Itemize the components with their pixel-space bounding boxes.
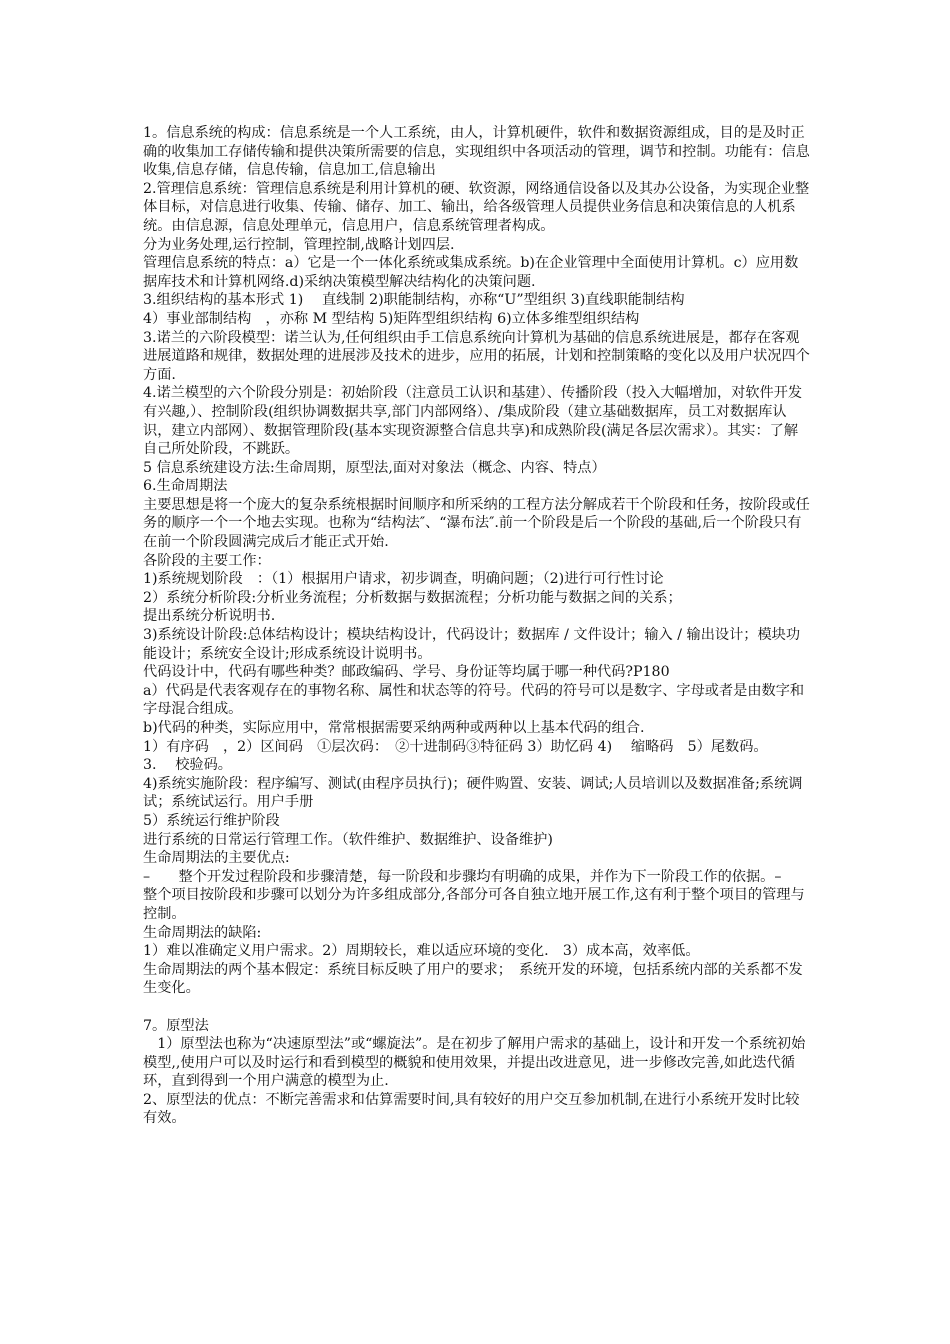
paragraph-check-code: 3. 校验码。 <box>143 757 232 774</box>
heading-6-lifecycle: 6.生命周期法 <box>143 478 228 495</box>
paragraph-code-question: 代码设计中，代码有哪些种类？邮政编码、学号、身份证等均属于哪一种代码?P180 <box>143 664 670 681</box>
paragraph-stage-work-title: 各阶段的主要工作： <box>143 552 271 569</box>
paragraph-stage-planning: 1)系统规划阶段 ：（1）根据用户请求，初步调查，明确问题；（2)进行可行性讨论 <box>143 571 664 588</box>
paragraph-org-structure-cont: 4）事业部制结构 ，亦称 M 型结构 5)矩阵型组织结构 6)立体多维型组织结构 <box>143 310 640 327</box>
paragraph-lifecycle-assumptions: 生命周期法的两个基本假定：系统目标反映了用户的要求； 系统开发的环境，包括系统内部的关系都不发生变化。 <box>143 961 803 997</box>
paragraph-lifecycle-defects: 1）难以准确定义用户需求。2）周期较长，难以适应环境的变化. 3）成本高，效率低。 <box>143 943 700 960</box>
paragraph-stage-design: 3)系统设计阶段:总体结构设计；模块结构设计，代码设计；数据库 / 文件设计；输入 / 输出设计；模块功能设计；系统安全设计;形成系统设计说明书。 <box>143 627 801 662</box>
paragraph-1-info-system-composition: 1。信息系统的构成：信息系统是一个人工系统，由人，计算机硬件，软件和数据资源组成，目的是及时正确的收集加工存储传输和提供决策所需要的信息，实现组织中各项活动的管理，调节和控制。功能有：信息收集,信息存储，信息传输，信息加工,信息输出 <box>143 125 810 179</box>
paragraph-nolan-stages: 4.诺兰模型的六个阶段分别是：初始阶段（注意员工认识和基建）、传播阶段（投入大幅增加，对软件开发有兴趣,）、控制阶段(组织协调数据共享,部门内部网络）、/集成阶段（建立基础数据库，员工对数据库认识，建立内部网）、数据管理阶段(基本实现资源整合信息共享)和成熟阶段(满足各层次需求）。其实：了解自己所处阶段，不跳跃。 <box>143 385 803 458</box>
paragraph-lifecycle-advantages: – 整个开发过程阶段和步骤清楚，每一阶段和步骤均有明确的成果，并作为下一阶段工作的依据。– 整个项目按阶段和步骤可以划分为许多组成部分,各部分可各自独立地开展工作,这有利于整个项目的管理与控制。 <box>143 868 810 922</box>
document-body <box>143 124 811 1128</box>
paragraph-nolan-model: 3.诺兰的六阶段模型：诺兰认为,任何组织由手工信息系统向计算机为基础的信息系统进展是，都存在客观进展道路和规律，数据处理的进展涉及技术的进步，应用的拓展，计划和控制策略的变化以及用户状况四个方面. <box>143 329 810 383</box>
paragraph-lifecycle-advantages-title: 生命周期法的主要优点: <box>143 850 290 867</box>
paragraph-mis-layers: 分为业务处理,运行控制，管理控制,战略计划四层. <box>143 236 455 253</box>
heading-7-prototype: 7。原型法 <box>143 1017 209 1034</box>
paragraph-code-definition: a）代码是代表客观存在的事物名称、属性和状态等的符号。代码的符号可以是数字、字母或者是由数字和字母混合组成。 <box>143 682 805 718</box>
paragraph-lifecycle-defects-title: 生命周期法的缺陷: <box>143 924 262 941</box>
paragraph-mis-features: 管理信息系统的特点：a）它是一个一体化系统或集成系统。b)在企业管理中全面使用计算机。c）应用数据库技术和计算机网络.d)采纳决策模型解决结构化的决策问题. <box>143 255 799 290</box>
paragraph-prototype-definition: 1）原型法也称为“决速原型法”或“螺旋法”。是在初步了解用户需求的基础上，设计和开发一个系统初始模型,,使用户可以及时运行和看到模型的概貌和使用效果，并提出改进意见，进一步修改完善,如此迭代循环，直到得到一个用户满意的模型为止. <box>143 1036 806 1090</box>
paragraph-code-list: 1）有序码 ，2）区间码 ①层次码： ②十进制码③特征码 3）助忆码 4) 缩略码 5）尾数码。 <box>143 738 768 755</box>
paragraph-stage-implementation: 4)系统实施阶段：程序编写、测试(由程序员执行)；硬件购置、安装、调试;人员培训以及数据准备;系统调试；系统试运行。用户手册 <box>143 775 803 811</box>
blank-line <box>143 998 811 1017</box>
paragraph-lifecycle-main-idea: 主要思想是将一个庞大的复杂系统根据时间顺序和所采纳的工程方法分解成若干个阶段和任务，按阶段或任务的顺序一个一个地去实现。也称为“结构法″、“瀑布法″.前一个阶段是后一个阶段的基础,后一个阶段只有在前一个阶段圆满完成后才能正式开始. <box>143 496 810 551</box>
paragraph-maintenance-work: 进行系统的日常运行管理工作。（软件维护、数据维护、设备维护) <box>143 831 553 848</box>
paragraph-3-org-structure: 3.组织结构的基本形式 1) 直线制 2)职能制结构，亦称“U”型组织 3)直线职能制结构 <box>143 292 685 309</box>
paragraph-stage-analysis: 2）系统分析阶段:分析业务流程；分析数据与数据流程；分析功能与数据之间的关系； <box>143 589 682 606</box>
paragraph-2-mis-definition: 2.管理信息系统：管理信息系统是利用计算机的硬、软资源，网络通信设备以及其办公设备，为实现企业整体目标，对信息进行收集、传输、储存、加工、输出，给各级管理人员提供业务信息和决策信息的人机系统。由信息源，信息处理单元，信息用户，信息系统管理者构成。 <box>143 180 810 234</box>
paragraph-5-build-methods: 5 信息系统建设方法:生命周期，原型法,面对对象法（概念、内容、特点） <box>143 459 606 476</box>
paragraph-code-types: b)代码的种类，实际应用中，常常根据需要采纳两种或两种以上基本代码的组合. <box>143 720 645 736</box>
paragraph-analysis-report: 提出系统分析说明书. <box>143 608 276 625</box>
paragraph-stage-maintenance: 5）系统运行维护阶段 <box>143 812 280 829</box>
paragraph-prototype-advantages: 2、原型法的优点：不断完善需求和估算需要时间,具有较好的用户交互参加机制,在进行小系统开发时比较有效。 <box>143 1091 800 1127</box>
